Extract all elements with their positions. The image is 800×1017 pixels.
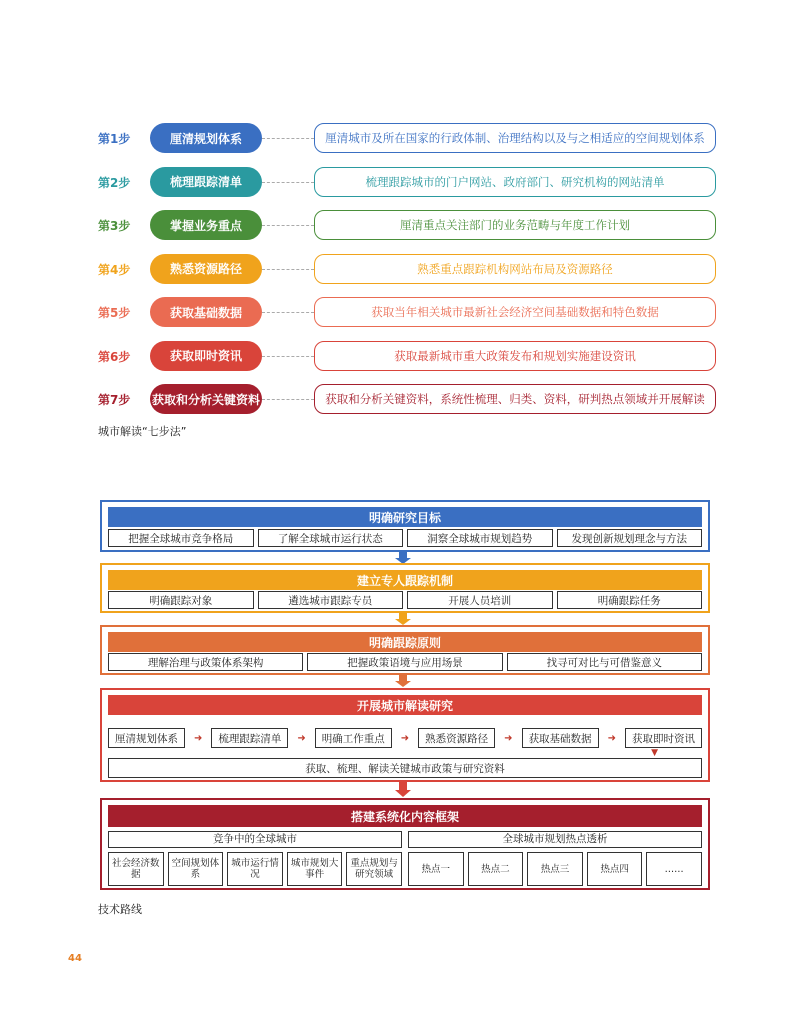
step-pill: 熟悉资源路径 (150, 254, 262, 284)
step-description-text: 获取当年相关城市最新社会经济空间基础数据和特色数据 (371, 305, 659, 319)
flow-box: 厘清规划体系 (108, 728, 185, 748)
step-connector (262, 225, 314, 226)
step-description (314, 341, 716, 371)
goal-cell: 了解全球城市运行状态 (258, 529, 404, 547)
step-label: 第4步 (98, 262, 131, 277)
flow-box: 获取即时资讯 (625, 728, 702, 748)
step-description-text: 获取和分析关键资料，系统性梳理、归类、资料，研判热点领域并开展解读 (325, 392, 705, 406)
hotspot-cell: 热点二 (468, 852, 524, 886)
arrow-3-head (395, 681, 411, 687)
step-connector (262, 138, 314, 139)
arrow-4 (399, 782, 407, 790)
hotspot-cell: 热点三 (527, 852, 583, 886)
principle-cell: 把握政策语境与应用场景 (307, 653, 502, 671)
framework-right (408, 831, 702, 886)
flow-box: 明确工作重点 (315, 728, 392, 748)
step-description (314, 123, 716, 153)
flow-box: 获取基础数据 (522, 728, 599, 748)
research-flow (108, 728, 702, 748)
section-framework (100, 798, 710, 890)
mechanism-cell: 明确跟踪任务 (557, 591, 703, 609)
step-connector (262, 312, 314, 313)
step-description (314, 254, 716, 284)
left-cell: 社会经济数据 (108, 852, 164, 886)
right-head: 全球城市规划热点透析 (408, 831, 702, 848)
framework-left (108, 831, 402, 886)
flow-box: 熟悉资源路径 (418, 728, 495, 748)
left-cell: 城市规划大事件 (287, 852, 343, 886)
section-goal-title: 明确研究目标 (108, 507, 702, 527)
page-number: 44 (68, 953, 82, 964)
hotspot-cell: 热点四 (587, 852, 643, 886)
step-label: 第6步 (98, 349, 131, 364)
step-pill: 厘清规划体系 (150, 123, 262, 153)
goal-cell: 发现创新规划理念与方法 (557, 529, 703, 547)
left-cell: 重点规划与研究领域 (346, 852, 402, 886)
left-cell: 空间规划体系 (168, 852, 224, 886)
step-description-text: 梳理跟踪城市的门户网站、政府部门、研究机构的网站清单 (365, 174, 665, 189)
step-connector (262, 182, 314, 183)
mechanism-cell: 开展人员培训 (407, 591, 553, 609)
step-description (314, 297, 716, 327)
section-mechanism (100, 563, 710, 613)
flow-arrow-icon: ➜ (504, 732, 513, 744)
principle-cell: 找寻可对比与可借鉴意义 (507, 653, 702, 671)
step-pill: 获取基础数据 (150, 297, 262, 327)
step-description (314, 167, 716, 197)
section-goal (100, 500, 710, 552)
section-research (100, 688, 710, 782)
step-label: 第7步 (98, 393, 131, 407)
mechanism-cell: 遴选城市跟踪专员 (258, 591, 404, 609)
hotspot-cell: 热点一 (408, 852, 464, 886)
step-label: 第5步 (98, 306, 131, 320)
left-cell: 城市运行情况 (227, 852, 283, 886)
goal-cell: 洞察全球城市规划趋势 (407, 529, 553, 547)
section-principles (100, 625, 710, 675)
arrow-4-head (395, 790, 411, 797)
step-connector (262, 399, 314, 400)
flow-down-arrow-icon: ▼ (651, 748, 658, 758)
hotspot-cell: …… (646, 852, 702, 886)
goal-cell: 把握全球城市竞争格局 (108, 529, 254, 547)
mechanism-cell: 明确跟踪对象 (108, 591, 254, 609)
step-label: 第1步 (98, 132, 131, 146)
step-pill: 掌握业务重点 (150, 210, 262, 240)
flow-box: 梳理跟踪清单 (211, 728, 288, 748)
principle-cell: 理解治理与政策体系架构 (108, 653, 303, 671)
step-pill: 梳理跟踪清单 (150, 167, 262, 197)
step-connector (262, 356, 314, 357)
flow-arrow-icon: ➜ (400, 732, 410, 744)
step-description-text: 厘清城市及所在国家的行政体制、治理结构以及与之相适应的空间规划体系 (325, 131, 705, 145)
step-pill: 获取即时资讯 (150, 341, 262, 371)
step-connector (262, 269, 314, 270)
flow-arrow-icon: ➜ (607, 732, 616, 744)
step-label: 第3步 (98, 219, 131, 233)
caption-seven-steps: 城市解读“七步法” (98, 425, 187, 438)
step-description-text: 熟悉重点跟踪机构网站布局及资源路径 (417, 261, 613, 276)
step-description (314, 210, 716, 240)
section-research-title: 开展城市解读研究 (108, 695, 702, 715)
flow-arrow-icon: ➜ (194, 732, 203, 744)
research-bottom-box: 获取、梳理、解读关键城市政策与研究资料 (108, 758, 702, 778)
section-framework-title: 搭建系统化内容框架 (108, 805, 702, 827)
step-description-text: 厘清重点关注部门的业务范畴与年度工作计划 (400, 218, 630, 232)
caption-technical-route: 技术路线 (98, 903, 142, 916)
step-description (314, 384, 716, 414)
left-head: 竞争中的全球城市 (108, 831, 402, 848)
step-label: 第2步 (98, 175, 131, 190)
step-pill: 获取和分析关键资料 (150, 384, 262, 414)
step-description-text: 获取最新城市重大政策发布和规划实施建设资讯 (394, 348, 636, 363)
flow-arrow-icon: ➜ (297, 732, 306, 744)
section-mechanism-title: 建立专人跟踪机制 (108, 570, 702, 590)
section-principles-title: 明确跟踪原则 (108, 632, 702, 652)
